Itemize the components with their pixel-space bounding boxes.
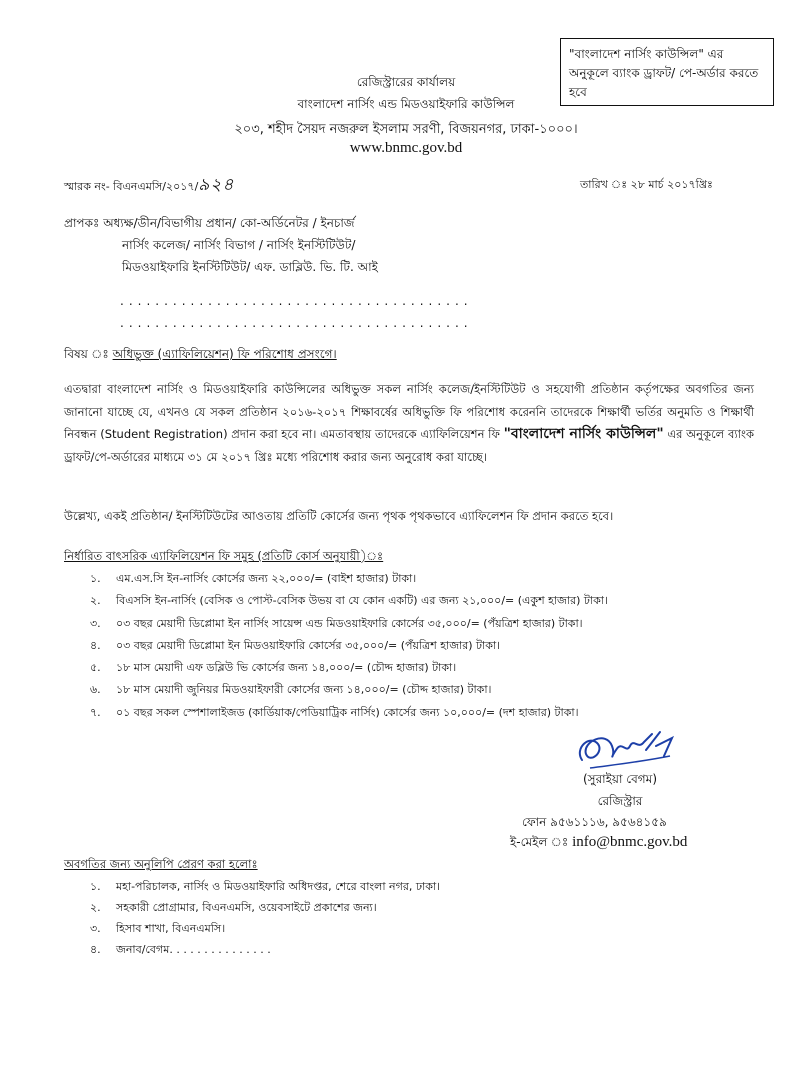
council-address: ২০৩, শহীদ সৈয়দ নজরুল ইসলাম সরণী, বিজয়নগর, ঢাকা-১০০০। [234,122,578,137]
body-text-part-1: এতদ্বারা বাংলাদেশ নার্সিং ও মিডওয়াইফারি কাউন্সিলের অধিভুক্ত সকল নার্সিং কলেজ/ইনস্টিটিউট ও সহযোগী প্রতিষ্ঠান কর্তৃপক্ষের অবগতির জন্য জানানো যাচ্ছে যে, এখনও যে সকল প্রতিষ্ঠান ২০১৬-২০১৭ শিক্ষাবর্ষের অধিভুক্তি ফি পরিশোধ করেননি তাদেরকে শিক্ষার্থী ভর্তির অনুমতি ও শিক্ষার্থী নিবন্ধন (Student Registration) প্রদান করা হবে না। এমতাবস্থায় তাদেরকে এ্যাফিলিয়েশন ফি [64,382,754,441]
fees-list [90,568,608,724]
email-address: info@bnmc.gov.bd [572,834,688,850]
body-paragraph [64,378,754,468]
cc-item: ৪. জনাব/বেগম. . . . . . . . . . . . . . . [90,943,271,956]
note-paragraph: উল্লেখ্য, একই প্রতিষ্ঠান/ ইনস্টিটিউটের আওতায় প্রতিটি কোর্সের জন্য পৃথক পৃথকভাবে এ্যাফিলেশন ফি প্রদান করতে হবে। [64,509,614,523]
recipient-line-1: প্রাপকঃ অধ্যক্ষ/ডীন/বিভাগীয় প্রধান/ কো-অর্ডিনেটর / ইনচার্জ [64,216,355,230]
subject-label: বিষয় ঃ [64,347,109,361]
fee-item: ৫. ১৮ মাস মেয়াদী এফ ডব্লিউ ভি কোর্সের জন্য ১৪,০০০/= (চৌদ্দ হাজার) টাকা। [90,661,457,675]
recipient-block [64,212,378,278]
fees-heading: নির্ধারিত বাৎসরিক এ্যাফিলিয়েশন ফি সমুহ (প্রতিটি কোর্স অনুযায়ী)ঃ [64,549,384,563]
fee-item: ২. বিএসসি ইন-নার্সিং (বেসিক ও পোস্ট-বেসিক উভয় বা যে কোন একটি) এর জন্য ২১,০০০/= (একুশ হাজার) টাকা। [90,594,608,608]
fee-item: ১. এম.এস.সি ইন-নার্সিং কোর্সের জন্য ২২,০০০/= (বাইশ হাজার) টাকা। [90,572,417,585]
fee-item: ৪. ০৩ বছর মেয়াদী ডিপ্লোমা ইন মিডওয়াইফারি কোর্সের ৩৫,০০০/= (পঁয়ত্রিশ হাজার) টাকা। [90,638,501,652]
letter-date: তারিখ ঃ ২৮ মার্চ ২০১৭খ্রিঃ [580,178,713,191]
recipient-line-2: নার্সিং কলেজ/ নার্সিং বিভাগ / নার্সিং ইনস্টিটিউট/ [122,238,356,252]
subject-line [64,346,337,366]
notice-text: "বাংলাদেশ নার্সিং কাউন্সিল" এর অনুকূলে ব্যাংক ড্রাফট/ পে-অর্ডার করতে হবে [569,47,759,99]
memo-label: স্মারক নং- বিএনএমসি/২০১৭/ [64,180,199,193]
recipient-line-3: মিডওয়াইফারি ইনস্টিটিউট/ এফ. ডাব্লিউ. ভি. টি. আই [122,260,378,274]
memo-number [64,172,234,200]
body-text-part-2: এর অনুকূলে ব্যাংক ড্রাফট/পে-অর্ডারের মাধ্যমে ৩১ মে ২০১৭ খ্রিঃ মধ্যে পরিশোধ করার জন্য অনুরোধ করা যাচ্ছে। [64,427,755,464]
cc-list [90,876,440,960]
signatory-name: (সুরাইয়া বেগম) [582,772,658,786]
blank-line-1: ........................................ [120,294,473,308]
cc-item: ১. মহা-পরিচালক, নার্সিং ও মিডওয়াইফারি অধিদপ্তর, শেরে বাংলা নগর, ঢাকা। [90,880,441,893]
office-name: রেজিস্ট্রারের কার্যালয় [356,75,456,89]
blank-line-2: ........................................ [120,316,473,330]
fee-item: ৭. ০১ বছর সকল স্পেশালাইজড (কার্ডিয়াক/পেডিয়াট্রিক নার্সিং) কোর্সের জন্য ১০,০০০/= (দশ হাজার) টাকা। [90,705,579,719]
signatory-title: রেজিস্ট্রার [597,794,643,808]
fee-item: ৬. ১৮ মাস মেয়াদী জুনিয়র মিডওয়াইফারী কোর্সের জন্য ১৪,০০০/= (চৌদ্দ হাজার) টাকা। [90,683,492,697]
signatory-block [530,768,710,812]
body-council-name: "বাংলাদেশ নার্সিং কাউন্সিল" [503,426,664,442]
subject-text: অধিভুক্ত (এ্যাফিলিয়েশন) ফি পরিশোধ প্রসংগে। [112,347,337,361]
council-name: বাংলাদেশ নার্সিং এন্ড মিডওয়াইফারি কাউন্সিল [297,97,515,111]
signatory-phone: ফোন ৯৫৬১১১৬, ৯৫৬৪১৫৯ [522,815,667,829]
cc-item: ৩. হিসাব শাখা, বিএনএমসি। [90,922,226,935]
email-label: ই-মেইল ঃ [510,835,569,849]
memo-handwritten-number: ৯২৪ [198,175,235,195]
council-website: www.bnmc.gov.bd [349,140,463,156]
signatory-email [510,834,687,854]
fee-item: ৩. ০৩ বছর মেয়াদী ডিপ্লোমা ইন নার্সিং সায়েন্স এন্ড মিডওয়াইফারি কোর্সের ৩৫,০০০/= (পঁয়ত্রিশ হাজার) টাকা। [90,616,583,630]
recipient-blank-lines [120,290,473,334]
cc-item: ২. সহকারী প্রোগ্রামার, বিএনএমসি, ওয়েবসাইটে প্রকাশের জন্য। [90,901,377,914]
cc-heading: অবগতির জন্য অনুলিপি প্রেরণ করা হলোঃ [64,857,258,871]
